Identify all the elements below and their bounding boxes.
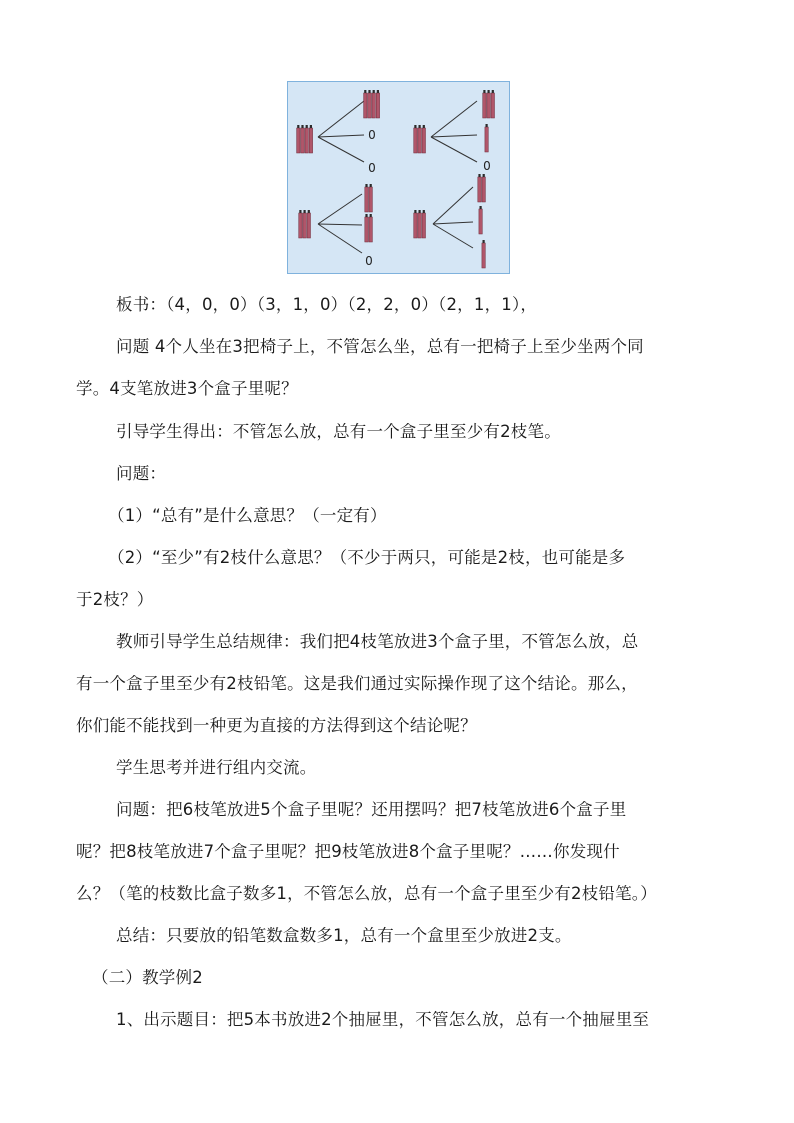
pencil-group xyxy=(364,90,380,118)
pencil-icon xyxy=(297,128,300,153)
pencil-icon xyxy=(422,128,425,153)
paragraph-line: （2）“至少”有2枝什么意思？（不少于两只，可能是2枝，也可能是多 xyxy=(108,548,626,567)
board-notes: 板书：（4，0，0）（3，1，0）（2，2，0）（2，1，1）， xyxy=(116,295,538,314)
paragraph-line: 学。4支笔放进3个盒子里呢？ xyxy=(76,379,298,398)
branch-line xyxy=(433,187,473,224)
pencil-tip-icon xyxy=(483,90,485,93)
pencil-tip-icon xyxy=(365,214,367,217)
pencil-icon xyxy=(369,187,372,212)
branch-line xyxy=(318,135,364,137)
pencil-tip-icon xyxy=(308,210,310,213)
pencil-tip-icon xyxy=(488,90,490,93)
pencil-icon xyxy=(301,128,304,153)
pencil-icon xyxy=(422,213,425,238)
pencil-group xyxy=(414,210,426,238)
pencil-icon xyxy=(305,128,308,153)
paragraph-line: 学生思考并进行组内交流。 xyxy=(116,758,317,777)
branch-line xyxy=(433,224,473,248)
branch-line xyxy=(431,101,477,137)
section-heading: （二）教学例2 xyxy=(92,968,203,987)
pencil-icon xyxy=(491,93,494,118)
branch-line xyxy=(318,101,364,137)
paragraph-line: 问题 4个人坐在3把椅子上，不管怎么坐，总有一把椅子上至少坐两个同 xyxy=(116,337,644,356)
paragraph-line: 你们能不能找到一种更为直接的方法得到这个结论呢？ xyxy=(76,716,477,735)
pencil-group xyxy=(365,214,373,242)
pencil-tip-icon xyxy=(297,125,299,128)
pencil-icon xyxy=(364,93,367,118)
pencil-group xyxy=(414,125,426,153)
pencil-tip-icon xyxy=(492,90,494,93)
branch-line xyxy=(318,224,362,225)
pencil-icon xyxy=(414,213,417,238)
pencil-icon xyxy=(414,128,417,153)
pencil-group xyxy=(478,174,486,202)
pencil-icon xyxy=(307,213,310,238)
pencil-icon xyxy=(369,217,372,242)
pencil-group xyxy=(485,124,488,152)
pencil-tip-icon xyxy=(423,125,425,128)
pencil-icon xyxy=(365,217,368,242)
pencil-tip-icon xyxy=(483,240,485,243)
paragraph-line: 教师引导学生总结规律：我们把4枝笔放进3个盒子里，不管怎么放，总 xyxy=(116,632,639,651)
paragraph-line: 呢？把8枝笔放进7个盒子里呢？把9枝笔放进8个盒子里呢？……你发现什 xyxy=(76,842,620,861)
zero-label: 0 xyxy=(368,128,376,142)
pencil-tip-icon xyxy=(414,125,416,128)
pencil-group xyxy=(365,184,373,212)
pencil-tip-icon xyxy=(301,125,303,128)
paragraph-line: 于2枝？） xyxy=(76,590,154,609)
pencil-tip-icon xyxy=(480,206,482,209)
pencil-group xyxy=(483,90,495,118)
pencil-icon xyxy=(418,213,421,238)
pencil-tip-icon xyxy=(304,210,306,213)
paragraph-line: 有一个盒子里至少有2枝铅笔。这是我们通过实际操作现了这个结论。那么， xyxy=(76,674,638,693)
pencil-tip-icon xyxy=(373,90,375,93)
pencil-icon xyxy=(482,243,485,268)
pencil-icon xyxy=(365,187,368,212)
paragraph-line: 1、出示题目：把5本书放进2个抽屉里，不管怎么放，总有一个抽屉里至 xyxy=(116,1010,650,1029)
pencil-icon xyxy=(482,177,485,202)
pencil-icon xyxy=(303,213,306,238)
pencil-group xyxy=(299,210,311,238)
branch-line xyxy=(318,224,362,253)
pencil-tip-icon xyxy=(419,125,421,128)
pencil-group xyxy=(482,240,485,268)
pencil-icon xyxy=(485,127,488,152)
pencil-distribution-figure xyxy=(287,81,510,274)
pencil-icon xyxy=(309,128,312,153)
pencil-tip-icon xyxy=(414,210,416,213)
pencil-icon xyxy=(368,93,371,118)
pencil-tip-icon xyxy=(478,174,480,177)
pencil-icon xyxy=(376,93,379,118)
paragraph-line: 引导学生得出：不管怎么放，总有一个盒子里至少有2枝笔。 xyxy=(116,422,561,441)
pencil-tip-icon xyxy=(377,90,379,93)
zero-label: 0 xyxy=(368,161,376,175)
pencil-tip-icon xyxy=(423,210,425,213)
branch-line xyxy=(433,222,473,224)
pencil-tip-icon xyxy=(419,210,421,213)
zero-label: 0 xyxy=(483,159,491,173)
paragraph-line: 问题： xyxy=(116,464,167,483)
pencil-tip-icon xyxy=(483,174,485,177)
pencil-tip-icon xyxy=(365,184,367,187)
paragraph-line: （1）“总有”是什么意思？（一定有） xyxy=(108,506,387,525)
pencil-tip-icon xyxy=(299,210,301,213)
pencil-icon xyxy=(478,177,481,202)
pencil-group xyxy=(297,125,313,153)
paragraph-line: 么？（笔的枝数比盒子数多1，不管怎么放，总有一个盒子里至少有2枝铅笔。） xyxy=(76,884,657,903)
pencil-tip-icon xyxy=(306,125,308,128)
branch-line xyxy=(431,135,477,137)
pencil-group xyxy=(479,206,482,234)
pencil-tip-icon xyxy=(486,124,488,127)
branch-line xyxy=(318,137,364,162)
distribution-diagram xyxy=(288,82,511,275)
pencil-tip-icon xyxy=(364,90,366,93)
pencil-icon xyxy=(299,213,302,238)
pencil-icon xyxy=(483,93,486,118)
pencil-tip-icon xyxy=(370,214,372,217)
zero-label: 0 xyxy=(365,254,373,268)
pencil-tip-icon xyxy=(310,125,312,128)
pencil-tip-icon xyxy=(370,184,372,187)
pencil-icon xyxy=(418,128,421,153)
branch-line xyxy=(318,194,362,224)
paragraph-line: 总结：只要放的铅笔数盒数多1，总有一个盒里至少放进2支。 xyxy=(116,926,572,945)
pencil-icon xyxy=(372,93,375,118)
pencil-icon xyxy=(479,209,482,234)
pencil-icon xyxy=(487,93,490,118)
paragraph-line: 问题：把6枝笔放进5个盒子里呢？还用摆吗？把7枝笔放进6个盒子里 xyxy=(116,800,627,819)
branch-line xyxy=(431,137,477,162)
pencil-tip-icon xyxy=(368,90,370,93)
